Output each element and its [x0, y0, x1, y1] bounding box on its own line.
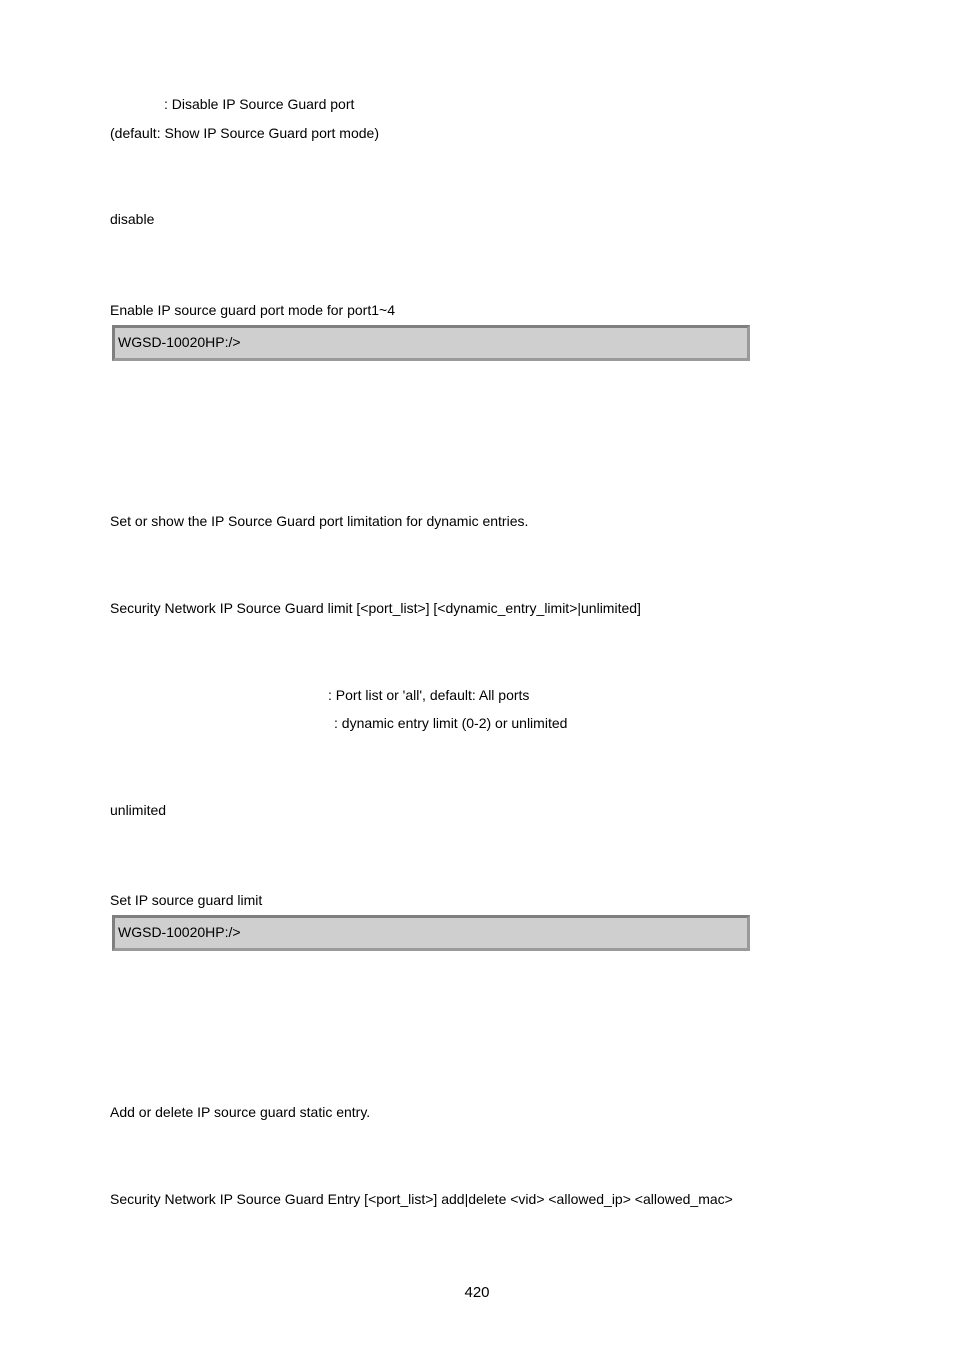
command-description: Set or show the IP Source Guard port limitation for dynamic entries. [110, 513, 529, 529]
command-description: Add or delete IP source guard static entry. [110, 1104, 371, 1120]
command-syntax: Security Network IP Source Guard Entry [<port_list>] add|delete <vid> <allowed_ip> <allowed_mac> [110, 1191, 733, 1207]
default-value: unlimited [110, 802, 167, 818]
example-description: Set IP source guard limit [110, 892, 263, 908]
param-dynamic-limit-description: : dynamic entry limit (0-2) or unlimited [334, 715, 568, 731]
page-number: 420 [464, 1284, 490, 1301]
command-syntax: Security Network IP Source Guard limit [<port_list>] [<dynamic_entry_limit>|unlimited] [110, 600, 641, 616]
param-disable-description: : Disable IP Source Guard port [164, 96, 355, 112]
example-description: Enable IP source guard port mode for port1~4 [110, 302, 395, 318]
example-command-box [112, 325, 750, 361]
command-prompt: WGSD-10020HP:/> [118, 924, 241, 940]
command-prompt: WGSD-10020HP:/> [118, 334, 241, 350]
param-default-description: (default: Show IP Source Guard port mode) [110, 125, 379, 141]
example-command-box [112, 915, 750, 951]
default-value: disable [110, 211, 155, 227]
param-port-list-description: : Port list or 'all', default: All ports [328, 687, 530, 703]
